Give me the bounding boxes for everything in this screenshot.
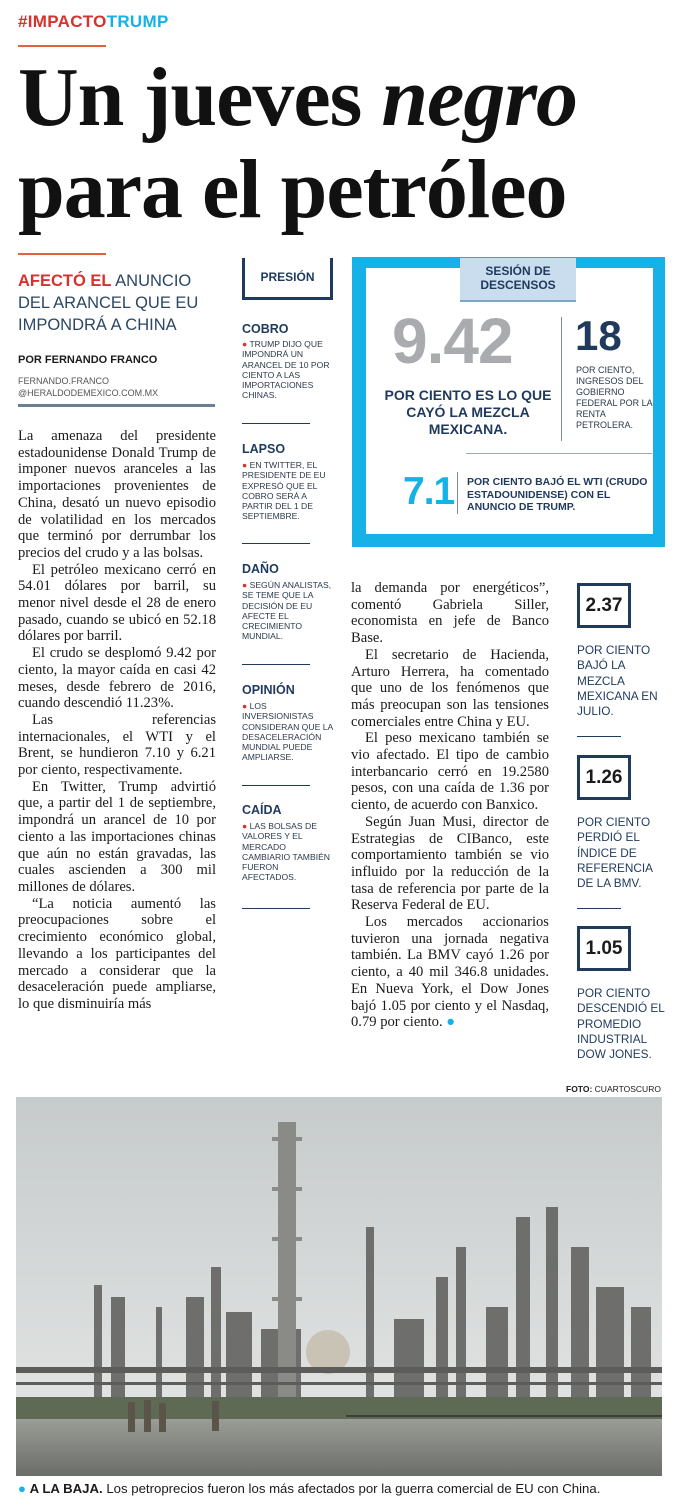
presion-item-text: ● EN TWITTER, EL PRESIDENTE DE EU EXPRESÓ QUE EL COBRO SERÁ A PARTIR DEL 1 DE SEPTIEMBRE. bbox=[242, 460, 326, 522]
paragraph: La amenaza del presidente estadounidense Donald Trump de imponer nuevos aranceles a las importaciones provenientes de China, desató un nuevo episodio de volatilidad en los mercados que terminó por derrumbar los precios del crudo y a las bolsas. bbox=[18, 428, 216, 561]
body-column-1 bbox=[18, 428, 216, 1013]
presion-rule bbox=[242, 543, 310, 544]
presion-item-head: COBRO bbox=[242, 322, 289, 336]
presion-rule bbox=[242, 785, 310, 786]
stat-box: 1.05 bbox=[577, 926, 631, 971]
email-line1: FERNANDO.FRANCO bbox=[18, 376, 110, 386]
headline-line2: para el petróleo bbox=[18, 143, 567, 236]
presion-item-text: ● LOS INVERSIONISTAS CONSIDERAN QUE LA DESACELERACIÓN MUNDIAL PUEDE AMPLIARSE. bbox=[242, 701, 333, 763]
paragraph: En Twitter, Trump advirtió que, a partir del 1 de septiembre, impondrá un arancel de 10 por ciento a las importaciones chinas que aún no están gravadas, las cuales ascienden a 300 mil millones de dólares. bbox=[18, 778, 216, 895]
caption-text: Los petroprecios fueron los más afectados por la guerra comercial de EU con China. bbox=[102, 1481, 601, 1496]
end-mark-icon: ● bbox=[446, 1014, 456, 1031]
stat-7-1-value: 7.1 bbox=[403, 470, 455, 513]
presion-item-text: ● TRUMP DIJO QUE IMPONDRÁ UN ARANCEL DE 10 POR CIENTO A LAS IMPORTACIONES CHINAS. bbox=[242, 339, 330, 401]
lead bbox=[18, 270, 218, 336]
email-line2: @HERALDODEMEXICO.COM.MX bbox=[18, 388, 159, 398]
paragraph: El crudo se desplomó 9.42 por ciento, la mayor caída en casi 42 meses, desde febrero de 2016, cuando descendió 11.23%. bbox=[18, 645, 216, 712]
caption-lead: A LA BAJA. bbox=[29, 1481, 103, 1496]
stat-18-caption: POR CIENTO, INGRESOS DEL GOBIERNO FEDERAL POR LA RENTA PETROLERA. bbox=[576, 365, 653, 430]
body-column-2 bbox=[351, 580, 549, 1031]
headline-line1a: Un jueves bbox=[18, 51, 382, 144]
stat-rule bbox=[577, 908, 621, 909]
byline-rule bbox=[18, 404, 215, 407]
stat-text: POR CIENTO BAJÓ LA MEZCLA MEXICANA EN JULIO. bbox=[577, 643, 658, 719]
byline: POR FERNANDO FRANCO bbox=[18, 354, 158, 366]
presion-item-text: ● LAS BOLSAS DE VALORES Y EL MERCADO CAMBIARIO TAMBIÉN FUERON AFECTADOS. bbox=[242, 821, 331, 883]
refinery-illustration bbox=[16, 1097, 662, 1476]
stat-7-1-caption: POR CIENTO BAJÓ EL WTI (CRUDO ESTADOUNIDENSE) CON EL ANUNCIO DE TRUMP. bbox=[467, 476, 648, 513]
presion-rule bbox=[242, 908, 310, 909]
photo-credit: FOTO: CUARTOSCURO bbox=[566, 1084, 661, 1094]
divider bbox=[457, 472, 458, 514]
caption-bullet-icon: ● bbox=[18, 1481, 30, 1496]
section-tag bbox=[18, 12, 169, 32]
stat-text: POR CIENTO PERDIÓ EL ÍNDICE DE REFERENCIA DE LA BMV. bbox=[577, 815, 653, 891]
paragraph: Las referencias internacionales, el WTI y el Brent, se hundieron 7.10 y 6.21 por ciento, respectivamente. bbox=[18, 711, 216, 779]
paragraph: “La noticia aumentó las preocupaciones sobre el crecimiento económico global, llevando a los participantes del mercado a considerar que la desaceleración puede ampliarse, lo que disminuiría más bbox=[18, 895, 216, 1012]
presion-item-head: LAPSO bbox=[242, 442, 286, 456]
refinery-photo bbox=[16, 1097, 662, 1476]
presion-item-text: ● SEGÚN ANALISTAS, SE TEME QUE LA DECISIÓN DE EU AFECTE EL CRECIMIENTO MUNDIAL. bbox=[242, 580, 332, 642]
presion-item-head: OPINIÓN bbox=[242, 683, 295, 697]
headline bbox=[18, 52, 678, 236]
presion-rule bbox=[242, 423, 310, 424]
stat-9-42-caption: POR CIENTO ES LO QUE CAYÓ LA MEZCLA MEXICANA. bbox=[384, 387, 552, 437]
presion-rule bbox=[242, 664, 310, 665]
divider bbox=[466, 453, 652, 454]
divider bbox=[561, 317, 562, 441]
stat-18-value: 18 bbox=[575, 312, 622, 359]
paragraph: Según Juan Musi, director de Estrategias de CIBanco, este comportamiento también se vio influido por la reducción de la tasa de referencia por parte de la Reserva Federal de EU. bbox=[351, 813, 549, 914]
stat-text: POR CIENTO DESCENDIÓ EL PROMEDIO INDUSTRIAL DOW JONES. bbox=[577, 986, 665, 1062]
stat-box: 2.37 bbox=[577, 583, 631, 628]
headline-line1b: negro bbox=[381, 51, 578, 144]
paragraph: El petróleo mexicano cerró en 54.01 dólares por barril, su menor nivel desde el 28 de enero pasado, cuando se ubicó en 52.18 dólares por barril. bbox=[18, 561, 216, 645]
stat-box: 1.26 bbox=[577, 755, 631, 800]
paragraph: Los mercados accionarios tuvieron una jornada negativa también. La BMV cayó 1.26 por ciento, a 40 mil 346.8 unidades. En Nueva York, el Dow Jones bajó 1.05 por ciento y el Nasdaq, 0.79 por ciento. ● bbox=[351, 914, 549, 1031]
lead-rest: ANUNCIO DEL ARANCEL QUE EU IMPONDRÁ A CHINA bbox=[18, 272, 199, 334]
sesion-title: SESIÓN DE DESCENSOS bbox=[460, 258, 576, 302]
paragraph: la demanda por energéticos”, comentó Gabriela Siller, economista en jefe de Banco Base. bbox=[351, 580, 549, 647]
paragraph: El secretario de Hacienda, Arturo Herrera, ha comentado que uno de los fenómenos que más preocupan son las tensiones comerciales entre China y EU. bbox=[351, 646, 549, 730]
paragraph: El peso mexicano también se vio afectado. El tipo de cambio interbancario cerró en 19.2580 pesos, con una caída de 1.36 por ciento, de acuerdo con Banxico. bbox=[351, 730, 549, 814]
stat-rule bbox=[577, 736, 621, 737]
presion-title: PRESIÓN bbox=[260, 270, 315, 284]
section-tag-hash: #IMPACTO bbox=[18, 12, 107, 31]
stat-9-42-value: 9.42 bbox=[392, 305, 513, 377]
section-tag-topic: TRUMP bbox=[106, 12, 169, 31]
tag-rule bbox=[18, 45, 106, 47]
headline-rule bbox=[18, 253, 106, 255]
lead-highlight: AFECTÓ EL bbox=[18, 272, 112, 290]
photo-caption bbox=[18, 1481, 668, 1496]
presion-item-head: DAÑO bbox=[242, 562, 279, 576]
author-email bbox=[18, 375, 158, 399]
presion-item-head: CAÍDA bbox=[242, 803, 282, 817]
